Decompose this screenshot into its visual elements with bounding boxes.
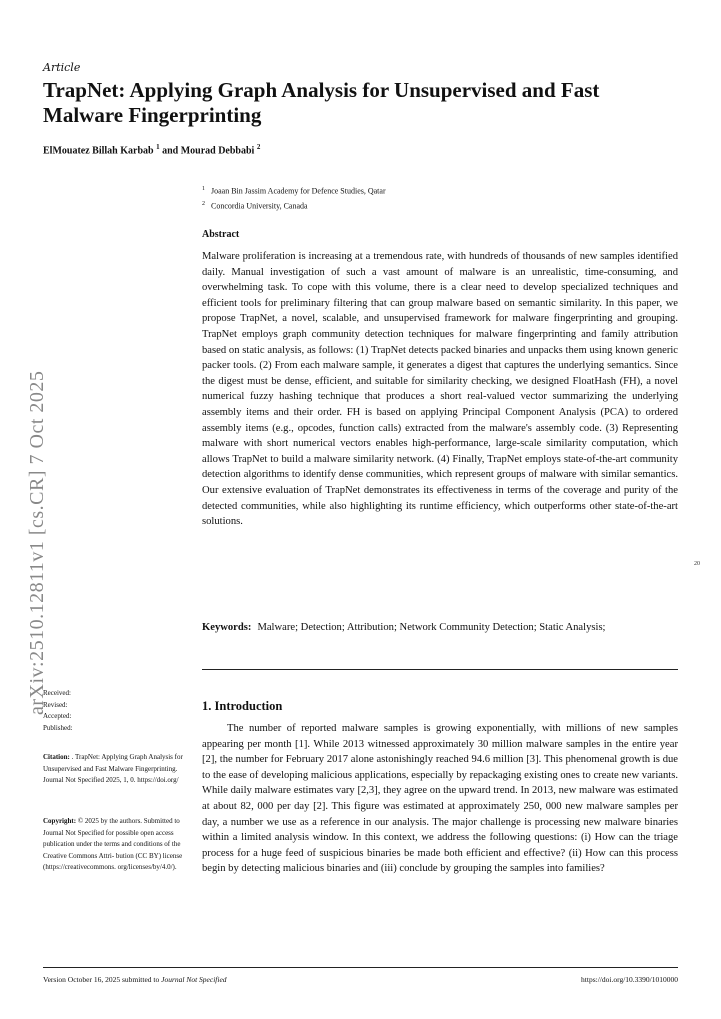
citation-text: . TrapNet: Applying Graph Analysis for Unsupervised and Fast Malware Fingerprinting. Journal Not Specified 2025, 1, 0. https://doi.org/ <box>43 753 183 784</box>
citation-block <box>43 752 189 787</box>
line-number: 20 <box>694 561 700 567</box>
accepted-label: Accepted: <box>43 712 72 720</box>
affiliation-marker: 1 <box>156 143 160 151</box>
abstract-heading: Abstract <box>202 229 240 240</box>
article-type: Article <box>43 61 81 74</box>
introduction-body: The number of reported malware samples is growing exponentially, with millions of new samples appearing per month [1]. While 2013 witnessed approximately 30 million malware samples in the entire year [2], the number for February 2017 alone astonishingly reached 94.6 million [3]. This phenomenal growth is due to the ease of developing malicious applications, especially by repackaging existing ones to create new variants. While daily malware estimates vary [2,3], they agree on the upward trend. In 2013, new malware was estimated at about 82, 000 per day [2]. This figure was estimated at approximately 250, 000 new malware samples per day, a number we use as a reference in our analysis. The major challenge is processing new malware binaries within a limited analysis window. In this context, we address the following questions: (i) How can the triage process for a huge feed of suspicious binaries be made both efficient and effective? (ii) How can this process begin by detecting malicious binaries and (iii) conclude by grouping the samples into families? <box>202 723 678 875</box>
citation-label: Citation: <box>43 753 70 761</box>
affiliation-number: 1 <box>202 186 205 192</box>
received-label: Received: <box>43 689 71 697</box>
paper-title: TrapNet: Applying Graph Analysis for Unsupervised and Fast Malware Fingerprinting <box>43 78 600 127</box>
affiliation-marker: 2 <box>256 143 261 151</box>
author-name: Mourad Debbabi <box>180 145 255 157</box>
affiliation-line <box>202 198 386 213</box>
copyright-block <box>43 816 189 874</box>
author-name: ElMouatez Billah Karbab <box>43 145 154 157</box>
revised-label: Revised: <box>43 700 68 709</box>
publication-dates <box>43 688 73 734</box>
section-heading-introduction: 1. Introduction <box>202 699 283 713</box>
footer-journal: Journal Not Specified <box>161 975 227 984</box>
affiliations <box>202 183 386 212</box>
keywords-text: Malware; Detection; Attribution; Network Community Detection; Static Analysis; <box>257 622 606 633</box>
affiliation-text: Concordia University, Canada <box>211 201 308 211</box>
copyright-text: © 2025 by the authors. Submitted to Journal Not Specified for possible open access publication under the terms and conditions of the Creative Commons Attri- bution (CC BY) license (https://creativecommons. org/licenses/by/4.0/). <box>43 817 183 871</box>
footer-version <box>43 975 227 984</box>
author-list <box>43 143 260 156</box>
abstract-body: Malware proliferation is increasing at a tremendous rate, with hundreds of thousands of new samples identified daily. Manual investigation of such a vast amount of malware is an unrealistic, time-consuming, and overwhelming task. To cope with this volume, there is a clear need to develop specialized techniques and efficient tools for preliminary filtering that can group malware based on semantic similarity. In this paper, we propose TrapNet, a novel, scalable, and unsupervised framework for malware fingerprinting and grouping. TrapNet employs graph community detection techniques for malware fingerprinting and family attribution based on static analysis, as follows: (1) TrapNet detects packed binaries and unpacks them using known generic packer tools. (2) From each malware sample, it generates a digest that captures the underlying semantics. Since the digest must be dense, efficient, and suitable for similarity checking, we designed FloatHash (FH), a novel numerical fuzzy hashing technique that produces a short real-valued vector summarizing the underlying assembly items and their order. FH is based on applying Principal Component Analysis (PCA) to ordered assembly items (e.g., opcodes, function calls) extracted from the malware's assembly code. (3) Representing malware with short numerical vectors enables high-performance, large-scale similarity computation, which allows TrapNet to build a malware similarity network. (4) Finally, TrapNet employs state-of-the-art community detection algorithms to identify dense communities, which represent groups of malware with similar semantics. Our extensive evaluation of TrapNet demonstrates its effectiveness in terms of the coverage and purity of the detected communities, while also highlighting its runtime efficiency, which outperforms other state-of-the-art solutions. <box>202 251 678 528</box>
affiliation-number: 2 <box>202 200 205 207</box>
author-conjunction: and <box>159 145 181 157</box>
footer-version-text: Version October 16, 2025 submitted to <box>43 975 162 984</box>
copyright-label: Copyright: <box>43 817 77 825</box>
keywords-label: Keywords: <box>202 622 252 633</box>
published-label: Published: <box>43 723 73 732</box>
arxiv-stamp: arXiv:2510.12811v1 [cs.CR] 7 Oct 2025 <box>26 370 48 715</box>
footer-divider <box>43 967 678 968</box>
footer-doi-link[interactable]: https://doi.org/10.3390/1010000 <box>581 975 678 984</box>
keywords <box>202 620 678 636</box>
affiliation-line <box>202 183 386 198</box>
section-divider <box>202 669 678 670</box>
affiliation-text: Joaan Bin Jassim Academy for Defence Studies, Qatar <box>211 186 386 196</box>
